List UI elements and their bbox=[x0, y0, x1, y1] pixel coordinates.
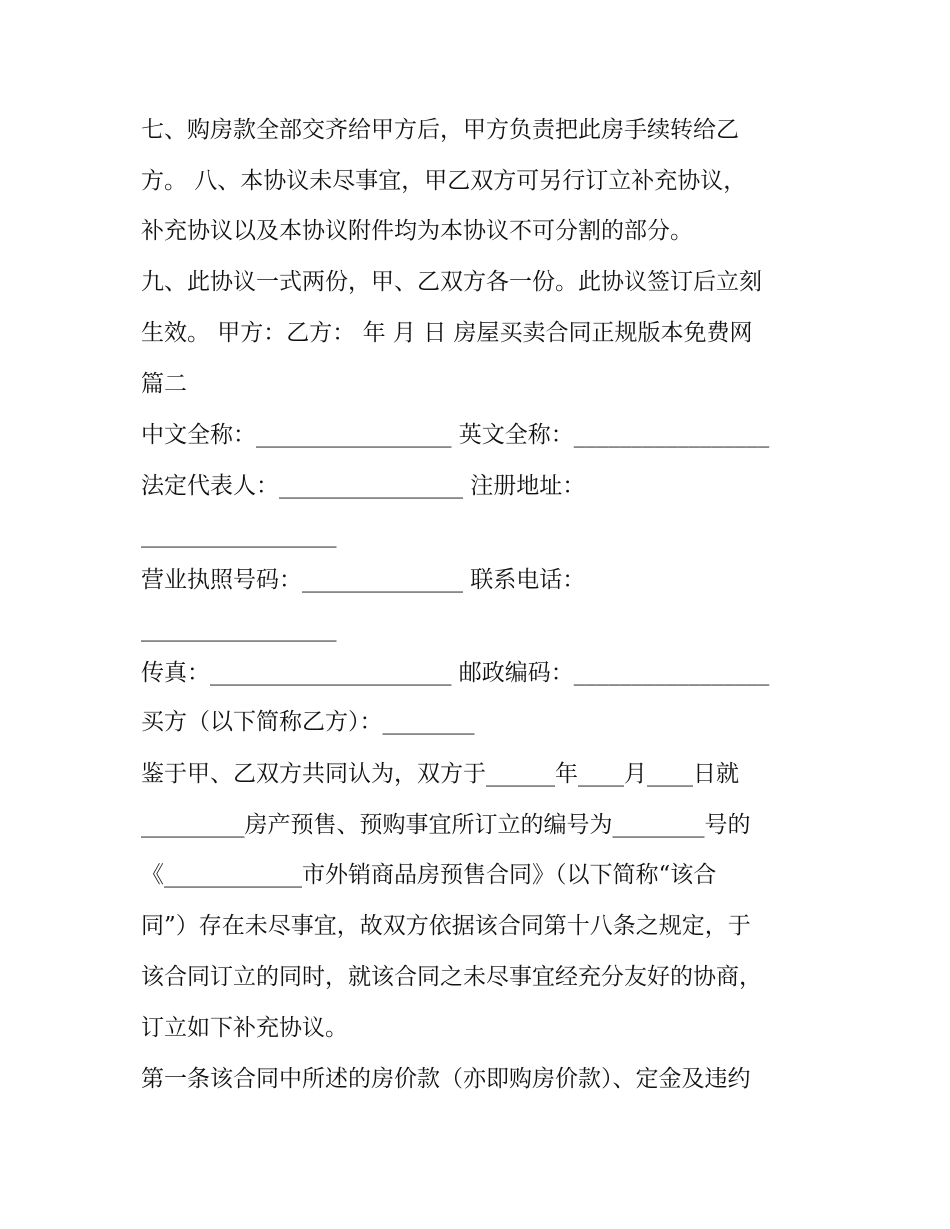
text-line-15: _________房产预售、预购事宜所订立的编号为________号的 bbox=[141, 812, 751, 838]
text-line-20: 第一条该合同中所述的房价款（亦即购房价款）、定金及违约 bbox=[141, 1066, 751, 1092]
field-buyer: 买方（以下简称乙方）：________ bbox=[141, 709, 475, 735]
section-heading: 篇二 bbox=[141, 371, 187, 397]
text-line-17: 同”）存在未尽事宜，故双方依据该合同第十八条之规定，于 bbox=[141, 913, 751, 939]
text-line-5: 生效。 甲方：乙方： 年 月 日 房屋买卖合同正规版本免费网 bbox=[141, 320, 753, 346]
text-line-18: 该合同订立的同时，就该合同之未尽事宜经充分友好的协商， bbox=[141, 964, 762, 990]
text-line-4: 九、此协议一式两份，甲、乙双方各一份。此协议签订后立刻 bbox=[141, 269, 762, 295]
text-line-16: 《____________市外销商品房预售合同》（以下简称“该合 bbox=[141, 862, 717, 888]
field-chinese-english-name: 中文全称：_________________ 英文全称：_________________ bbox=[141, 422, 770, 448]
text-line-3: 补充协议以及本协议附件均为本协议不可分割的部分。 bbox=[141, 218, 693, 244]
text-line-19: 订立如下补充协议。 bbox=[141, 1015, 348, 1041]
field-legal-rep-address: 法定代表人：________________ 注册地址： bbox=[141, 473, 586, 499]
field-address-blank: _________________ bbox=[141, 522, 337, 548]
field-fax-postcode: 传真：_____________________ 邮政编码：_________________ bbox=[141, 660, 770, 686]
text-line-1: 七、购房款全部交齐给甲方后，甲方负责把此房手续转给乙 bbox=[141, 117, 739, 143]
text-line-2: 方。 八、本协议未尽事宜，甲乙双方可另行订立补充协议， bbox=[141, 168, 747, 194]
field-phone-blank: _________________ bbox=[141, 616, 337, 642]
field-license-phone: 营业执照号码：______________ 联系电话： bbox=[141, 567, 586, 593]
text-line-14: 鉴于甲、乙双方共同认为，双方于______年____月____日就 bbox=[141, 761, 739, 787]
